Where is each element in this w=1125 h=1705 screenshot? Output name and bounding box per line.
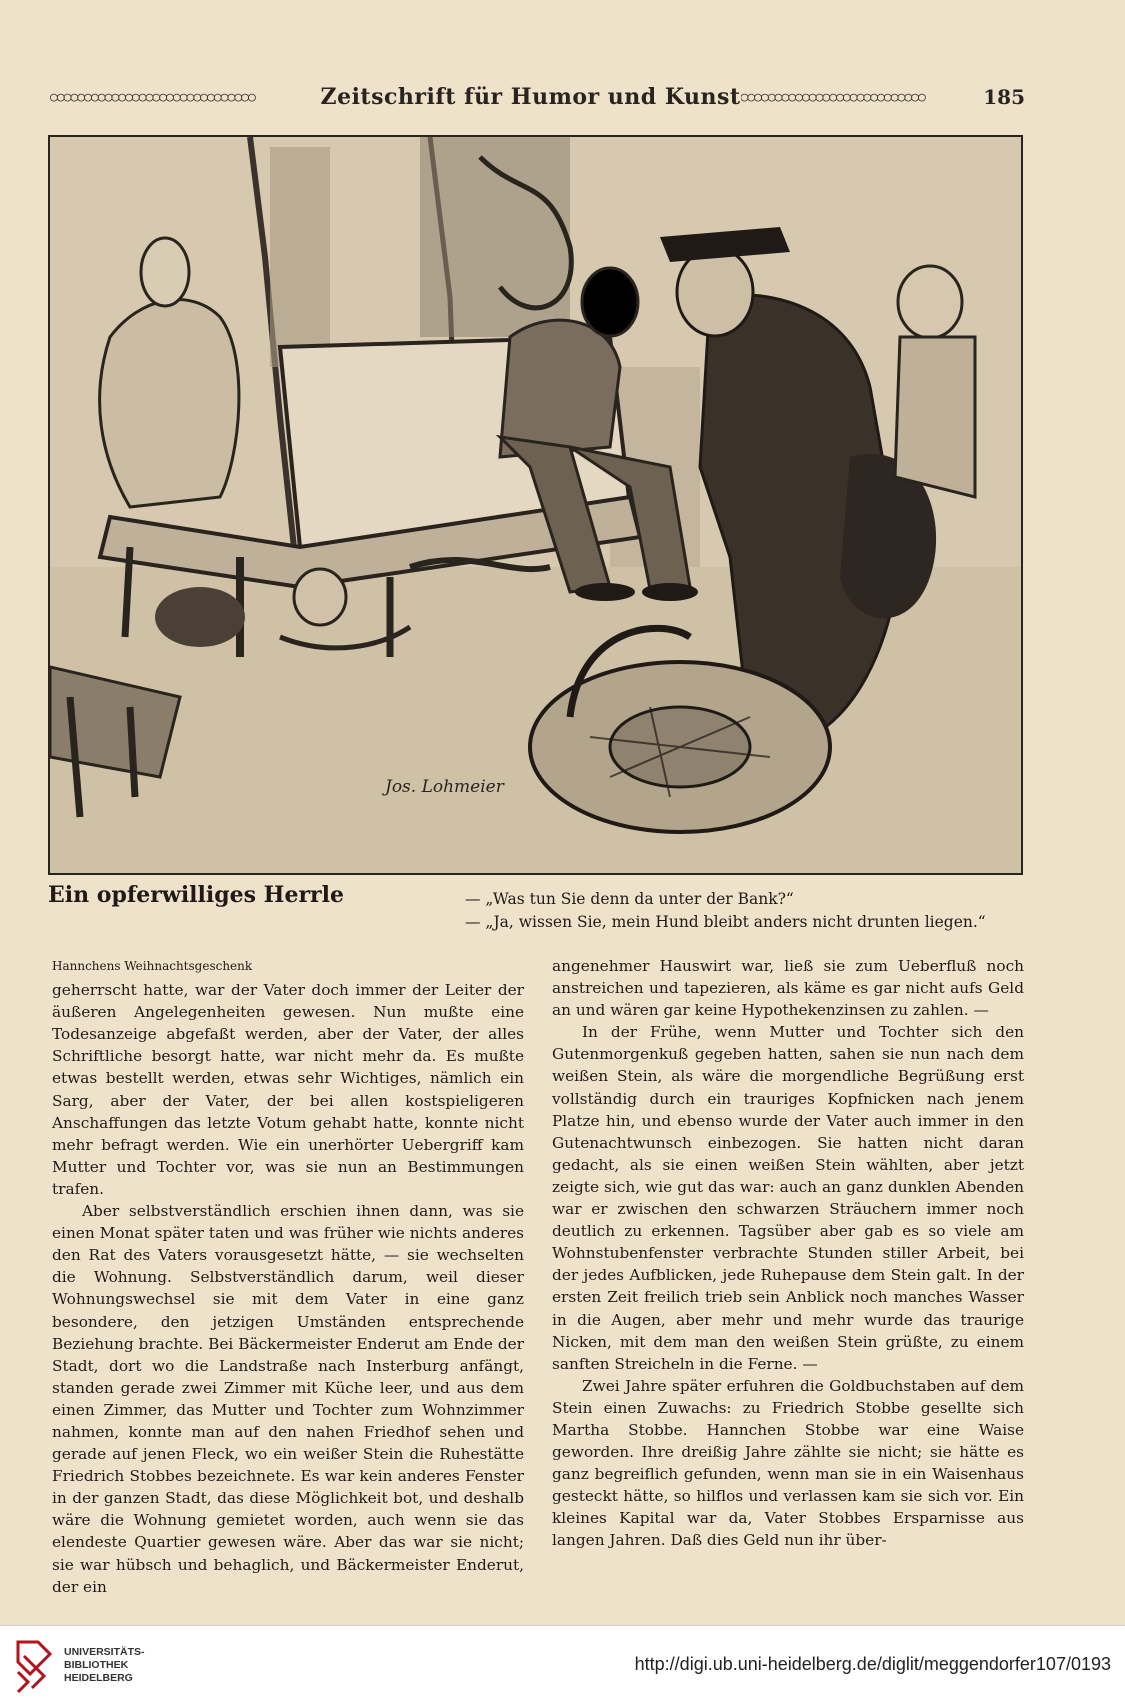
- cartoon-illustration: [48, 135, 1023, 875]
- paragraph: Aber selbstverständlich erschien ihnen dann, was sie einen Monat später taten und was früher wie nichts anderes den Rat des Vaters vorausgesetzt hätte, — sie wechselten die Wohnung. Selbstverständlich darum, weil dieser Wohnungswechsel sie mit dem Vater in eine ganz besondere, den jetzigen Umständen entsprechende Beziehung brachte. Bei Bäckermeister Enderut am Ende der Stadt, dort wo die Landstraße nach Insterburg anfängt, standen gerade zwei Zimmer mit Küche leer, und aus dem einen Zimmer, das Mutter und Tochter zum Wohnzimmer nahmen, konnte man auf den nahen Friedhof sehen und gerade auf jenen Fleck, wo ein weißer Stein die Ruhestätte Friedrich Stobbes bezeichnete. Es war kein anderes Fenster in der ganzen Stadt, das diese Möglichkeit bot, und deshalb wäre die Wohnung gemietet worden, auch wenn sie das elendeste Quartier gewesen wäre. Aber das war sie nicht; sie war hübsch und behaglich, und Bäckermeister Enderut, der ein: [52, 1202, 524, 1596]
- journal-title: Zeitschrift für Humor und Kunst: [320, 84, 741, 110]
- paragraph: angenehmer Hauswirt war, ließ sie zum Ueberfluß noch anstreichen und tapezieren, als käme es gar nicht aufs Geld an und wären gar keine Hypothekenzinsen zu zahlen. —: [552, 957, 1024, 1020]
- illustration-drawing: [50, 137, 1021, 873]
- cartoon-title: Ein opferwilliges Herrle: [48, 882, 345, 908]
- page-number: 185: [983, 85, 1025, 109]
- library-logo-icon[interactable]: [14, 1636, 54, 1694]
- running-header: [50, 82, 1025, 112]
- header-ornament-right: ○○○○○○○○○○○○○○○○○○○○○○○○○○○: [740, 89, 925, 105]
- paragraph: In der Frühe, wenn Mutter und Tochter sich den Gutenmorgenkuß gegeben hatten, sahen sie nun nach dem weißen Stein, als wäre die morgendliche Begrüßung erst vollständig durch ein trauriges Kopfnicken nach jenem Platze hin, und ebenso wurde der Vater auch immer in den Gutenachtwunsch einbezogen. Sie hatten nicht daran gedacht, als sie einen weißen Stein wählten, aber jetzt zeigte sich, wie gut das war: auch an ganz dunklen Abenden war er zwischen den schwarzen Sträuchern immer noch deutlich zu erkennen. Tagsüber aber gab es so viele am Wohnstubenfenster verbrachte Stunden stiller Arbeit, bei der jedes Aufblicken, jede Ruhepause dem Stein galt. In der ersten Zeit freilich trieb sein Anblick noch manches Wasser in die Augen, aber mehr und mehr wurde das traurige Nicken, mit dem man den weißen Stein grüßte, zu einem sanften Streicheln in die Ferne. —: [552, 1023, 1024, 1373]
- header-ornament-left: ○○○○○○○○○○○○○○○○○○○○○○○○○○○○○○: [50, 89, 255, 105]
- text-column-left: [52, 955, 524, 1598]
- artist-signature: Jos. Lohmeier: [385, 777, 504, 797]
- dialogue-line-1: — „Was tun Sie denn da unter der Bank?“: [465, 890, 794, 908]
- paragraph: Zwei Jahre später erfuhren die Goldbuchstaben auf dem Stein einen Zuwachs: zu Friedrich Stobbe gesellte sich Martha Stobbe. Hannchen Stobbe war eine Waise geworden. Ihre dreißig Jahre zählte sie nicht; sie hätte es ganz begreiflich gefunden, wenn man sie in ein Waisenhaus gesteckt hätte, so hilflos und verlassen kam sie sich vor. Ein kleines Kapital war da, Vater Stobbes Ersparnisse aus langen Jahren. Daß dies Geld nun ihr über-: [552, 1376, 1024, 1550]
- paragraph: geherrscht hatte, war der Vater doch immer der Leiter der äußeren Angelegenheiten gewesen. Nun mußte eine Todesanzeige abgefaßt werden, aber der Vater, der alles Schriftliche besorgt hatte, war nicht mehr da. Es mußte etwas bestellt werden, etwas sehr Wichtiges, nämlich ein Sarg, aber der Vater, der bei allen kostspieligeren Anschaffungen das letzte Votum gehabt hatte, konnte nicht mehr befragt werden. Wie ein unerhörter Uebergriff kam Mutter und Tochter vor, was sie nun an Bestimmungen trafen.: [52, 981, 524, 1198]
- text-column-right: [552, 955, 1024, 1552]
- viewer-footer: [0, 1625, 1125, 1705]
- cartoon-dialogue: [465, 888, 1025, 934]
- story-running-head: Hannchens Weihnachtsgeschenk: [52, 959, 253, 973]
- permalink-url[interactable]: http://digi.ub.uni-heidelberg.de/diglit/meggendorfer107/0193: [634, 1654, 1111, 1674]
- dialogue-line-2: — „Ja, wissen Sie, mein Hund bleibt anders nicht drunten liegen.“: [465, 913, 986, 931]
- library-name[interactable]: UNIVERSITÄTS- BIBLIOTHEK HEIDELBERG: [64, 1646, 145, 1684]
